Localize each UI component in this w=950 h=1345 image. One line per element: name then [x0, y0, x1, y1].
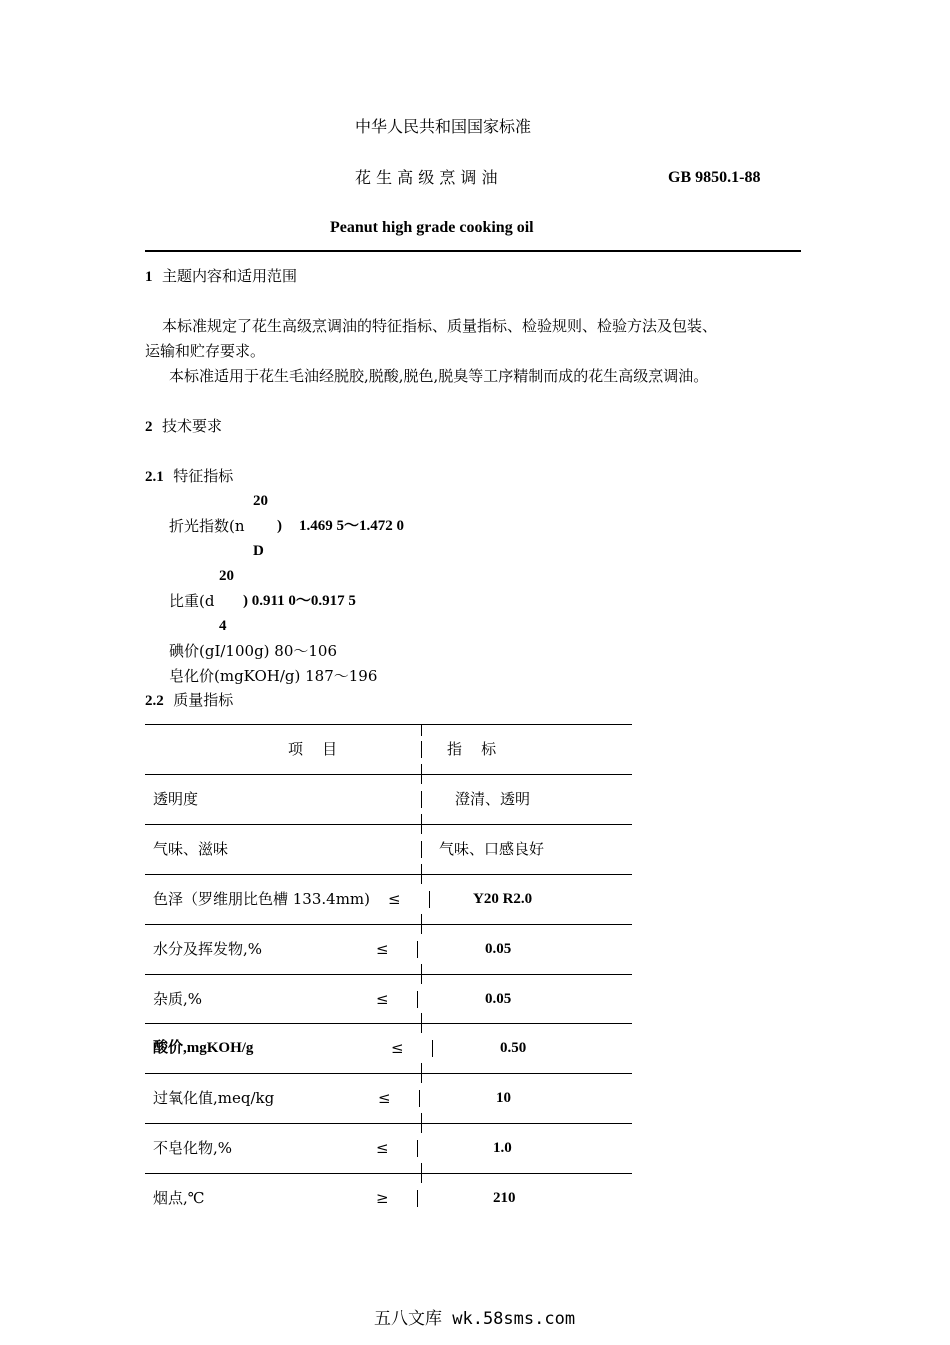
- cell-separator: [417, 941, 418, 958]
- table-rule: [145, 974, 632, 975]
- table-row-value: 0.05: [485, 991, 512, 1007]
- table-row-operator: ≤: [391, 1039, 404, 1057]
- applicability-paragraph: 本标准适用于花生毛油经脱胶,脱酸,脱色,脱臭等工序精制而成的花生高级烹调油。: [169, 367, 709, 385]
- refractive-index-label-text: 折光指数(n: [169, 517, 245, 535]
- header-divider: [145, 250, 801, 252]
- refractive-index-value: 1.469 5～1.472 0: [299, 518, 405, 534]
- standard-code: GB 9850.1-88: [668, 169, 761, 186]
- section-2-1-title: 特征指标: [173, 467, 234, 485]
- document-title-cn: 花 生 高 级 烹 调 油: [355, 168, 498, 187]
- specific-gravity-subscript: 4: [219, 618, 227, 634]
- scope-paragraph-line-2: 运输和贮存要求。: [145, 342, 266, 360]
- table-row-item: 杂质,%: [153, 990, 203, 1008]
- cell-separator: [432, 1040, 433, 1057]
- table-row-operator: ≤: [376, 940, 389, 958]
- scope-paragraph-line-1: 本标准规定了花生高级烹调油的特征指标、质量指标、检验规则、检验方法及包装、: [162, 317, 718, 335]
- table-tick: [421, 764, 422, 784]
- cell-separator: [421, 791, 422, 808]
- table-rule: [145, 1173, 632, 1174]
- section-1-number: 1: [145, 269, 153, 285]
- cell-separator: [429, 891, 430, 908]
- table-rule: [145, 824, 632, 825]
- table-rule: [145, 874, 632, 875]
- refractive-index-close: ): [277, 518, 282, 534]
- section-2-title: 技术要求: [162, 417, 223, 435]
- table-row-value: 0.50: [500, 1040, 527, 1056]
- cell-separator: [417, 1190, 418, 1207]
- table-rule: [145, 1123, 632, 1124]
- table-rule: [145, 924, 632, 925]
- table-row-item: 烟点,℃: [153, 1189, 205, 1207]
- refractive-index-subscript: D: [253, 543, 264, 559]
- specific-gravity-label: 比重(d: [169, 592, 215, 610]
- table-tick: [421, 914, 422, 934]
- iodine-value: 碘价(gI/100g) 80～106: [169, 642, 338, 660]
- table-header-item: 项 目: [288, 740, 338, 758]
- table-row-value: 210: [493, 1190, 516, 1206]
- section-1-heading: [145, 269, 297, 285]
- table-row-item: 过氧化值,meq/kg: [153, 1089, 275, 1107]
- document-title-en: Peanut high grade cooking oil: [330, 219, 534, 236]
- cell-separator: [417, 1140, 418, 1157]
- section-2-1-heading: [145, 469, 233, 485]
- table-row-value: 0.05: [485, 941, 512, 957]
- table-row-item: 不皂化物,%: [153, 1139, 233, 1157]
- table-header-index: 指 标: [447, 740, 497, 758]
- table-tick: [421, 724, 422, 736]
- section-1-title: 主题内容和适用范围: [162, 267, 298, 285]
- section-2-2-heading: [145, 693, 233, 709]
- table-rule: [145, 774, 632, 775]
- table-tick: [421, 964, 422, 984]
- specific-gravity-superscript: 20: [219, 568, 234, 584]
- table-tick: [421, 1013, 422, 1033]
- table-tick: [421, 1063, 422, 1083]
- table-row-item: 色泽（罗维朋比色槽 133.4mm): [153, 890, 371, 908]
- saponification-value: 皂化价(mgKOH/g) 187～196: [169, 667, 378, 685]
- specific-gravity-value: ) 0.911 0～0.917 5: [243, 593, 356, 609]
- cell-separator: [419, 1090, 420, 1107]
- section-2-1-number: 2.1: [145, 469, 164, 485]
- table-rule: [145, 724, 632, 725]
- table-row-operator: ≥: [376, 1189, 389, 1207]
- section-2-heading: [145, 419, 222, 435]
- table-row-operator: ≤: [376, 1139, 389, 1157]
- section-2-number: 2: [145, 419, 153, 435]
- table-row-operator: ≤: [378, 1089, 391, 1107]
- table-row-value: Y20 R2.0: [473, 891, 533, 907]
- table-row-operator: ≤: [388, 890, 401, 908]
- table-row-item: 气味、滋味: [153, 840, 229, 858]
- refractive-index-label: [169, 519, 245, 534]
- cell-separator: [421, 741, 422, 758]
- table-rule: [145, 1023, 632, 1024]
- table-tick: [421, 814, 422, 834]
- table-row-value: 气味、口感良好: [439, 840, 545, 858]
- table-row-item: 透明度: [153, 790, 199, 808]
- table-rule: [145, 1073, 632, 1074]
- table-tick: [421, 864, 422, 884]
- table-tick: [421, 1163, 422, 1183]
- table-row-value: 澄清、透明: [455, 790, 531, 808]
- cell-separator: [421, 841, 422, 858]
- table-tick: [421, 1113, 422, 1133]
- refractive-index-superscript: 20: [253, 493, 268, 509]
- table-row-item: 酸价,mgKOH/g: [153, 1040, 254, 1056]
- section-2-2-title: 质量指标: [173, 691, 234, 709]
- section-2-2-number: 2.2: [145, 693, 164, 709]
- table-row-item: 水分及挥发物,%: [153, 940, 263, 958]
- cell-separator: [417, 991, 418, 1008]
- footer-watermark: 五八文库 wk.58sms.com: [374, 1309, 576, 1329]
- table-row-operator: ≤: [376, 990, 389, 1008]
- table-row-value: 10: [496, 1090, 511, 1106]
- national-standard-title: 中华人民共和国国家标准: [355, 117, 532, 136]
- table-row-value: 1.0: [493, 1140, 512, 1156]
